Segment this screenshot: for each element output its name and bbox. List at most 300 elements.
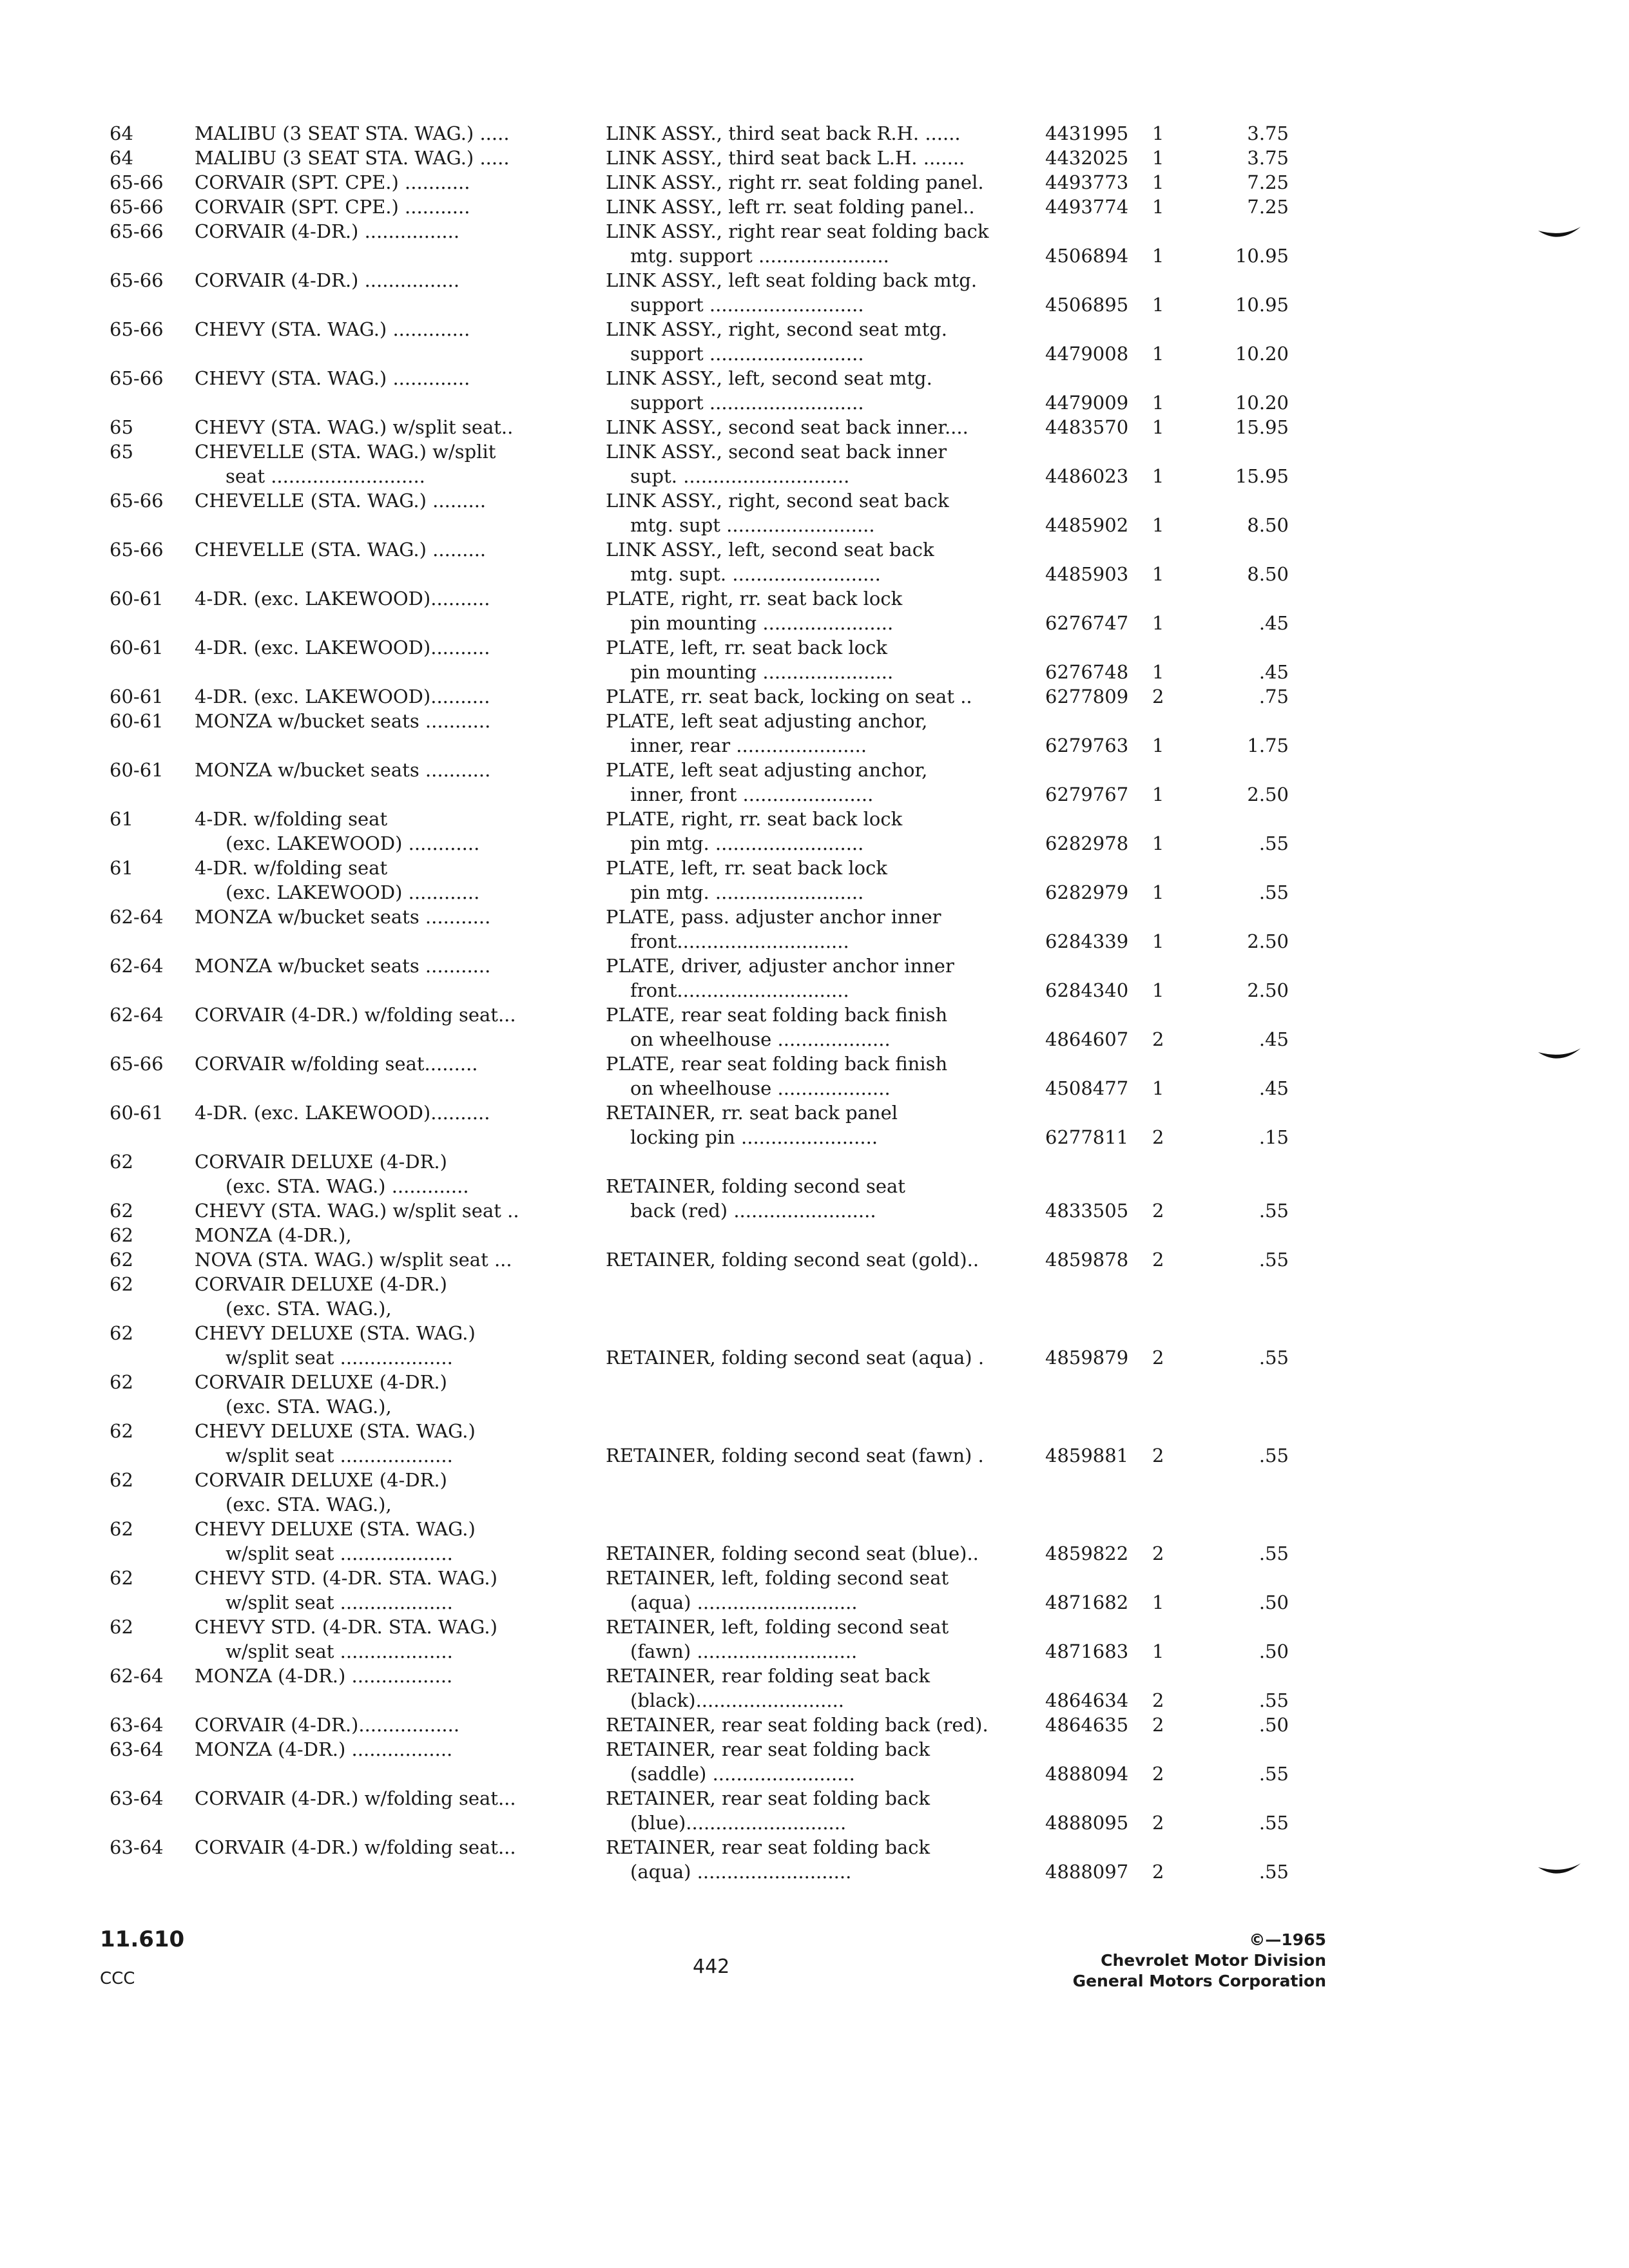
part-number: 6282978 [1045, 832, 1129, 854]
model-name: CORVAIR (4-DR.)................. [195, 1714, 460, 1736]
part-entry [110, 586, 1289, 635]
entry-line [110, 293, 1289, 317]
part-description: RETAINER, rear seat folding back [606, 1787, 930, 1809]
part-description: (aqua) ........................... [630, 1591, 858, 1613]
model-year: 65-66 [110, 490, 164, 512]
part-entry [110, 1272, 1289, 1370]
part-number: 6276748 [1045, 661, 1129, 683]
model-name: CORVAIR (4-DR.) ................ [195, 269, 460, 291]
part-number: 4486023 [1045, 465, 1129, 487]
quantity: 1 [1152, 294, 1164, 316]
entry-line [110, 856, 1269, 880]
part-description: RETAINER, left, folding second seat [606, 1616, 949, 1638]
model-year: 65-66 [110, 171, 164, 193]
part-entry [110, 195, 1289, 219]
part-entry [110, 856, 1289, 905]
model-year: 62 [110, 1469, 133, 1491]
entry-line [110, 244, 1289, 268]
part-description: PLATE, rear seat folding back finish [606, 1053, 948, 1075]
model-name: MONZA w/bucket seats ........... [195, 955, 491, 977]
entry-line [110, 709, 1269, 733]
part-description: pin mtg. ......................... [630, 881, 864, 903]
quantity: 1 [1152, 465, 1164, 487]
model-year: 65 [110, 416, 133, 438]
entry-line [110, 1149, 1269, 1174]
part-number: 4888095 [1045, 1812, 1129, 1834]
part-description: PLATE, left seat adjusting anchor, [606, 710, 928, 732]
price: 10.95 [1235, 245, 1289, 267]
entry-line [110, 1223, 1269, 1247]
model-name: CHEVELLE (STA. WAG.) ......... [195, 490, 487, 512]
model-name: MONZA w/bucket seats ........... [195, 710, 491, 732]
part-description: LINK ASSY., second seat back inner [606, 441, 947, 463]
model-name: w/split seat ................... [226, 1591, 453, 1613]
entry-line [110, 1443, 1289, 1468]
quantity: 1 [1152, 122, 1164, 144]
entry-line [110, 1688, 1289, 1713]
entry-line [110, 1100, 1269, 1125]
quantity: 1 [1152, 171, 1164, 193]
part-number: 4508477 [1045, 1077, 1129, 1099]
entry-line [110, 1517, 1269, 1541]
price: 3.75 [1247, 147, 1289, 169]
entry-line [110, 586, 1269, 611]
part-entry [110, 268, 1289, 317]
entry-line [110, 1052, 1269, 1076]
price: .55 [1258, 1763, 1289, 1785]
part-entry [110, 366, 1289, 415]
model-year: 62 [110, 1151, 133, 1173]
part-entry [110, 1052, 1289, 1100]
entry-line [110, 195, 1289, 219]
part-description: support .......................... [630, 294, 864, 316]
price: 10.95 [1235, 294, 1289, 316]
part-description: supt. ............................ [630, 465, 850, 487]
price: 10.20 [1235, 343, 1289, 365]
part-description: front............................. [630, 930, 849, 952]
part-entry [110, 684, 1289, 709]
quantity: 1 [1152, 196, 1164, 218]
model-year: 63-64 [110, 1714, 164, 1736]
model-name: MALIBU (3 SEAT STA. WAG.) ..... [195, 122, 510, 144]
entry-line [110, 390, 1289, 415]
quantity: 2 [1152, 1028, 1164, 1050]
part-entry [110, 1786, 1289, 1835]
quantity: 1 [1152, 979, 1164, 1001]
model-year: 62 [110, 1420, 133, 1442]
model-name: CORVAIR DELUXE (4-DR.) [195, 1469, 447, 1491]
model-name: CORVAIR (4-DR.) ................ [195, 220, 460, 242]
model-name: CORVAIR (4-DR.) w/folding seat... [195, 1787, 516, 1809]
model-name: MONZA w/bucket seats ........... [195, 759, 491, 781]
entry-line [110, 782, 1289, 807]
part-number: 4859879 [1045, 1347, 1129, 1369]
price: 7.25 [1247, 171, 1289, 193]
part-entry [110, 1713, 1289, 1737]
part-number: 4479009 [1045, 392, 1129, 414]
price: .55 [1258, 1542, 1289, 1564]
model-name: 4-DR. w/folding seat [195, 808, 388, 830]
page-number: 442 [693, 1956, 730, 1978]
part-entry [110, 1468, 1289, 1566]
part-entry [110, 1149, 1289, 1223]
model-name: CORVAIR w/folding seat......... [195, 1053, 478, 1075]
part-description: PLATE, left seat adjusting anchor, [606, 759, 928, 781]
model-year: 62 [110, 1616, 133, 1638]
model-name: CORVAIR (4-DR.) w/folding seat... [195, 1004, 516, 1026]
entry-line [110, 1639, 1289, 1664]
model-name: (exc. LAKEWOOD) ............ [226, 832, 480, 854]
price: .55 [1258, 1689, 1289, 1711]
model-name: w/split seat ................... [226, 1445, 453, 1466]
part-description: LINK ASSY., left rr. seat folding panel.. [606, 196, 975, 218]
model-year: 60-61 [110, 637, 164, 658]
part-description: PLATE, left, rr. seat back lock [606, 637, 887, 658]
corporation: General Motors Corporation [1072, 1972, 1326, 1990]
part-number: 4859822 [1045, 1542, 1129, 1564]
entry-line [110, 1296, 1269, 1321]
entry-line [110, 1737, 1269, 1762]
entry-line [110, 219, 1269, 244]
copyright: ©—1965 [1249, 1930, 1326, 1949]
part-description: LINK ASSY., right, second seat back [606, 490, 949, 512]
entry-line [110, 562, 1289, 586]
part-number: 6284340 [1045, 979, 1129, 1001]
model-year: 60-61 [110, 759, 164, 781]
price: .50 [1258, 1640, 1289, 1662]
entry-line [110, 1247, 1289, 1272]
part-number: 4479008 [1045, 343, 1129, 365]
price: .50 [1258, 1591, 1289, 1613]
model-name: (exc. STA. WAG.), [226, 1396, 392, 1418]
model-year: 62 [110, 1322, 133, 1344]
entry-line [110, 513, 1289, 537]
model-year: 65-66 [110, 318, 164, 340]
part-description: PLATE, rr. seat back, locking on seat .. [606, 686, 972, 707]
model-year: 61 [110, 857, 133, 879]
price: .45 [1258, 661, 1289, 683]
part-entry [110, 758, 1289, 807]
model-name: CHEVELLE (STA. WAG.) w/split [195, 441, 496, 463]
model-year: 60-61 [110, 1102, 164, 1124]
part-number: 4493774 [1045, 196, 1129, 218]
part-number: 6277811 [1045, 1126, 1129, 1148]
section-number: 11.610 [100, 1927, 185, 1952]
price: 8.50 [1247, 563, 1289, 585]
price: 2.50 [1247, 783, 1289, 805]
model-year: 63-64 [110, 1738, 164, 1760]
part-entry [110, 1566, 1289, 1615]
entry-line [110, 1174, 1269, 1198]
part-description: on wheelhouse ................... [630, 1077, 891, 1099]
entry-line [110, 1272, 1269, 1296]
price: 10.20 [1235, 392, 1289, 414]
part-description: pin mounting ...................... [630, 612, 894, 634]
model-year: 62 [110, 1273, 133, 1295]
part-entry [110, 415, 1289, 439]
entry-line [110, 1786, 1269, 1811]
price: .15 [1258, 1126, 1289, 1148]
part-number: 4483570 [1045, 416, 1129, 438]
entry-line [110, 1835, 1269, 1860]
part-description: RETAINER, folding second seat (fawn) . [606, 1445, 984, 1466]
model-year: 62 [110, 1224, 133, 1246]
model-name: CHEVY STD. (4-DR. STA. WAG.) [195, 1567, 497, 1589]
quantity: 1 [1152, 930, 1164, 952]
model-name: MONZA (4-DR.) ................. [195, 1665, 453, 1687]
entry-line [110, 146, 1289, 170]
entry-line [110, 464, 1289, 488]
model-year: 62-64 [110, 955, 164, 977]
model-year: 60-61 [110, 686, 164, 707]
quantity: 2 [1152, 1689, 1164, 1711]
part-number: 4506894 [1045, 245, 1129, 267]
punch-mark [1537, 1862, 1582, 1880]
part-entry [110, 635, 1289, 684]
entry-line [110, 170, 1289, 195]
price: 3.75 [1247, 122, 1289, 144]
part-description: RETAINER, rear folding seat back [606, 1665, 930, 1687]
model-name: CHEVY DELUXE (STA. WAG.) [195, 1420, 476, 1442]
part-number: 4485902 [1045, 514, 1129, 536]
entry-line [110, 1541, 1289, 1566]
quantity: 2 [1152, 1200, 1164, 1222]
model-name: CHEVY STD. (4-DR. STA. WAG.) [195, 1616, 497, 1638]
entry-line [110, 1664, 1269, 1688]
part-description: RETAINER, folding second seat (gold).. [606, 1249, 979, 1271]
price: 8.50 [1247, 514, 1289, 536]
part-description: (saddle) ........................ [630, 1763, 855, 1785]
quantity: 1 [1152, 514, 1164, 536]
model-year: 65-66 [110, 539, 164, 561]
quantity: 2 [1152, 686, 1164, 707]
entry-line [110, 1370, 1269, 1394]
model-name: 4-DR. (exc. LAKEWOOD).......... [195, 637, 490, 658]
model-year: 62 [110, 1567, 133, 1589]
model-year: 60-61 [110, 588, 164, 610]
part-number: 4432025 [1045, 147, 1129, 169]
part-entry [110, 439, 1289, 488]
entry-line [110, 1198, 1289, 1223]
price: .55 [1258, 1445, 1289, 1466]
price: .55 [1258, 1812, 1289, 1834]
quantity: 2 [1152, 1812, 1164, 1834]
part-entry [110, 537, 1289, 586]
price: .50 [1258, 1714, 1289, 1736]
entry-line [110, 439, 1269, 464]
price: .55 [1258, 1200, 1289, 1222]
part-entry [110, 1835, 1289, 1884]
part-description: support .......................... [630, 392, 864, 414]
model-name: w/split seat ................... [226, 1542, 453, 1564]
quantity: 1 [1152, 416, 1164, 438]
part-description: (black)......................... [630, 1689, 845, 1711]
part-description: PLATE, driver, adjuster anchor inner [606, 955, 954, 977]
entry-line [110, 537, 1269, 562]
price: 1.75 [1247, 735, 1289, 756]
model-year: 62-64 [110, 906, 164, 928]
part-description: (blue)........................... [630, 1812, 847, 1834]
entry-line [110, 954, 1269, 978]
part-entry [110, 1003, 1289, 1052]
model-name: 4-DR. (exc. LAKEWOOD).......... [195, 686, 490, 707]
quantity: 1 [1152, 832, 1164, 854]
entry-line [110, 880, 1289, 905]
part-entry [110, 709, 1289, 758]
model-year: 62-64 [110, 1004, 164, 1026]
part-description: mtg. support ...................... [630, 245, 889, 267]
part-number: 6279767 [1045, 783, 1129, 805]
model-year: 65-66 [110, 1053, 164, 1075]
price: 7.25 [1247, 196, 1289, 218]
part-number: 4888094 [1045, 1763, 1129, 1785]
division: Chevrolet Motor Division [1101, 1951, 1326, 1970]
part-description: PLATE, rear seat folding back finish [606, 1004, 948, 1026]
quantity: 1 [1152, 783, 1164, 805]
model-name: MONZA w/bucket seats ........... [195, 906, 491, 928]
model-year: 64 [110, 122, 133, 144]
quantity: 2 [1152, 1347, 1164, 1369]
part-entry [110, 905, 1289, 954]
part-description: LINK ASSY., second seat back inner.... [606, 416, 969, 438]
price: 2.50 [1247, 979, 1289, 1001]
quantity: 1 [1152, 245, 1164, 267]
part-description: pin mounting ...................... [630, 661, 894, 683]
price: .45 [1258, 1028, 1289, 1050]
price: 2.50 [1247, 930, 1289, 952]
quantity: 1 [1152, 147, 1164, 169]
model-name: 4-DR. (exc. LAKEWOOD).......... [195, 588, 490, 610]
price: .55 [1258, 1347, 1289, 1369]
part-description: RETAINER, left, folding second seat [606, 1567, 949, 1589]
quantity: 2 [1152, 1249, 1164, 1271]
entry-line [110, 415, 1289, 439]
quantity: 1 [1152, 612, 1164, 634]
part-number: 4871682 [1045, 1591, 1129, 1613]
part-number: 4431995 [1045, 122, 1129, 144]
part-description: locking pin ....................... [630, 1126, 878, 1148]
part-number: 4859881 [1045, 1445, 1129, 1466]
model-name: NOVA (STA. WAG.) w/split seat ... [195, 1249, 512, 1271]
part-description: pin mtg. ......................... [630, 832, 864, 854]
part-description: LINK ASSY., third seat back L.H. ....... [606, 147, 965, 169]
part-description: RETAINER, rear seat folding back (red). [606, 1714, 988, 1736]
part-description: RETAINER, rear seat folding back [606, 1738, 930, 1760]
part-entry [110, 317, 1289, 366]
part-description: LINK ASSY., third seat back R.H. ...... [606, 122, 961, 144]
part-entry [110, 1370, 1289, 1468]
part-description: inner, front ...................... [630, 783, 874, 805]
part-entry [110, 121, 1289, 146]
quantity: 2 [1152, 1542, 1164, 1564]
punch-mark [1537, 226, 1582, 244]
model-year: 62-64 [110, 1665, 164, 1687]
model-name: CHEVY (STA. WAG.) ............. [195, 318, 470, 340]
part-number: 4485903 [1045, 563, 1129, 585]
quantity: 2 [1152, 1763, 1164, 1785]
quantity: 1 [1152, 343, 1164, 365]
model-name: CORVAIR (4-DR.) w/folding seat... [195, 1836, 516, 1858]
parts-list [110, 121, 1289, 1884]
footer-left [100, 1927, 184, 1988]
model-name: CHEVY (STA. WAG.) w/split seat.. [195, 416, 514, 438]
part-entry [110, 1737, 1289, 1786]
model-year: 61 [110, 808, 133, 830]
entry-line [110, 684, 1289, 709]
footer-right [1073, 1930, 1326, 1992]
part-number: 6284339 [1045, 930, 1129, 952]
model-year: 62 [110, 1200, 133, 1222]
part-description: RETAINER, folding second seat (blue).. [606, 1542, 979, 1564]
entry-line [110, 1811, 1289, 1835]
price: .45 [1258, 1077, 1289, 1099]
price: 15.95 [1235, 416, 1289, 438]
model-year: 62 [110, 1518, 133, 1540]
part-number: 4864635 [1045, 1714, 1129, 1736]
model-name: MONZA (4-DR.) ................. [195, 1738, 453, 1760]
entry-line [110, 317, 1269, 341]
part-number: 4888097 [1045, 1861, 1129, 1883]
part-number: 6276747 [1045, 612, 1129, 634]
model-year: 65-66 [110, 269, 164, 291]
entry-line [110, 660, 1289, 684]
part-description: on wheelhouse ................... [630, 1028, 891, 1050]
model-year: 62 [110, 1371, 133, 1393]
part-number: 4506895 [1045, 294, 1129, 316]
part-entry [110, 1100, 1289, 1149]
part-number: 6277809 [1045, 686, 1129, 707]
model-name: w/split seat ................... [226, 1640, 453, 1662]
quantity: 1 [1152, 735, 1164, 756]
model-year: 65-66 [110, 196, 164, 218]
model-name: CHEVY DELUXE (STA. WAG.) [195, 1518, 476, 1540]
entry-line [110, 831, 1289, 856]
entry-line [110, 1860, 1289, 1884]
entry-line [110, 905, 1269, 929]
punch-mark [1537, 1047, 1582, 1065]
entry-line [110, 807, 1269, 831]
part-number: 4833505 [1045, 1200, 1129, 1222]
catalog-code: CCC [100, 1969, 135, 1988]
entry-line [110, 1125, 1289, 1149]
entry-line [110, 611, 1289, 635]
entry-line [110, 1027, 1289, 1052]
entry-line [110, 978, 1289, 1003]
price: .55 [1258, 832, 1289, 854]
model-name: seat .......................... [226, 465, 425, 487]
model-year: 62 [110, 1249, 133, 1271]
entry-line [110, 1492, 1269, 1517]
entry-line [110, 1713, 1289, 1737]
part-entry [110, 1664, 1289, 1713]
quantity: 2 [1152, 1714, 1164, 1736]
entry-line [110, 1321, 1269, 1345]
part-description: RETAINER, folding second seat (aqua) . [606, 1347, 985, 1369]
quantity: 1 [1152, 563, 1164, 585]
entry-line [110, 1394, 1269, 1419]
entry-line [110, 1615, 1269, 1639]
part-description: RETAINER, rr. seat back panel [606, 1102, 898, 1124]
part-description: PLATE, right, rr. seat back lock [606, 588, 903, 610]
quantity: 2 [1152, 1861, 1164, 1883]
part-description: PLATE, right, rr. seat back lock [606, 808, 903, 830]
price: .75 [1258, 686, 1289, 707]
model-name: CORVAIR (SPT. CPE.) ........... [195, 171, 470, 193]
part-number: 4871683 [1045, 1640, 1129, 1662]
part-entry [110, 146, 1289, 170]
price: 15.95 [1235, 465, 1289, 487]
model-name: (exc. STA. WAG.), [226, 1494, 392, 1515]
